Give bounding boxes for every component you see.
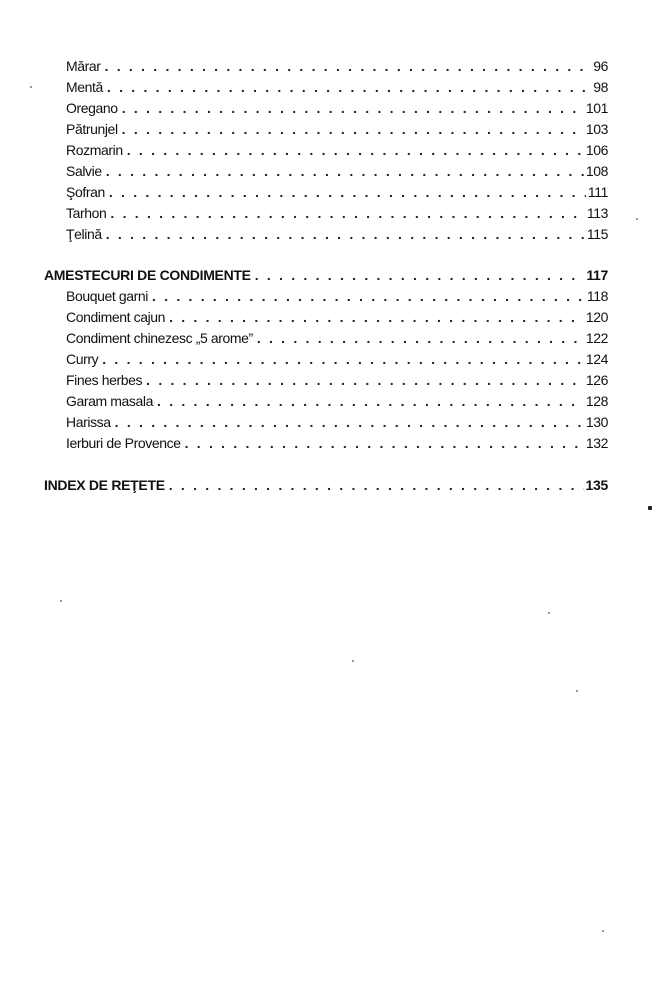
scan-speck [60, 600, 62, 602]
toc-entry-condiment-cajun[interactable] [44, 309, 608, 330]
dot-leader [255, 267, 585, 283]
toc-entry-page: 132 [585, 435, 608, 451]
toc-entry-salvie[interactable] [44, 163, 608, 184]
toc-entry-page: 113 [586, 205, 608, 221]
toc-entry-page: 126 [585, 372, 608, 388]
toc-entry-page: 103 [585, 121, 608, 137]
toc-entry-sofran[interactable] [44, 184, 608, 205]
toc-entry-title: Şofran [66, 184, 105, 200]
dot-leader [146, 372, 584, 388]
dot-leader [257, 330, 584, 346]
toc-entry-tarhon[interactable] [44, 205, 608, 226]
toc-entry-title: Curry [66, 351, 99, 367]
toc-entry-page: 120 [585, 309, 608, 325]
toc-entry-page: 106 [585, 142, 608, 158]
dot-leader [109, 184, 586, 200]
dot-leader [105, 58, 592, 74]
toc-entry-title: Fines herbes [66, 372, 143, 388]
toc-entry-harissa[interactable] [44, 414, 608, 435]
toc-entry-telina[interactable] [44, 226, 608, 247]
toc-entry-marar[interactable] [44, 58, 608, 79]
toc-entry-page: 130 [585, 414, 608, 430]
toc-entry-title: Oregano [66, 100, 118, 116]
toc-entry-title: Harissa [66, 414, 111, 430]
section-spacer [44, 247, 608, 267]
toc-entry-title: Rozmarin [66, 142, 123, 158]
toc-entry-oregano[interactable] [44, 100, 608, 121]
dot-leader [157, 393, 584, 409]
dot-leader [107, 79, 591, 95]
toc-entry-fines-herbes[interactable] [44, 372, 608, 393]
toc-entry-page: 96 [593, 58, 608, 74]
scan-speck [636, 218, 638, 220]
toc-entry-page: 124 [585, 351, 608, 367]
toc-entry-condiment-chinezesc[interactable] [44, 330, 608, 351]
toc-entry-title: Mărar [66, 58, 101, 74]
toc-entry-title: Pătrunjel [66, 121, 118, 137]
scan-speck [352, 660, 354, 662]
dot-leader [122, 121, 584, 137]
toc-entry-page: 101 [585, 100, 608, 116]
dot-leader [169, 309, 584, 325]
toc-section-title: AMESTECURI DE CONDIMENTE [44, 267, 251, 283]
toc-entry-page: 111 [587, 184, 608, 200]
toc-entry-page: 108 [585, 163, 608, 179]
scan-speck [576, 690, 578, 692]
dot-leader [106, 226, 585, 242]
toc-entry-title: Garam masala [66, 393, 154, 409]
toc-section-title: INDEX DE REŢETE [44, 477, 165, 493]
dot-leader [127, 142, 584, 158]
toc-entry-title: Condiment chinezesc „5 arome” [66, 330, 253, 346]
toc-entry-title: Ierburi de Provence [66, 435, 181, 451]
dot-leader [102, 351, 584, 367]
toc-entry-ierburi-de-provence[interactable] [44, 435, 608, 456]
table-of-contents [44, 58, 608, 498]
dot-leader [122, 100, 584, 116]
section-spacer [44, 456, 608, 477]
scan-speck [548, 612, 550, 614]
toc-entry-rozmarin[interactable] [44, 142, 608, 163]
toc-entry-bouquet-garni[interactable] [44, 288, 608, 309]
toc-entry-title: Mentă [66, 79, 103, 95]
toc-entry-title: Ţelină [66, 226, 102, 242]
toc-section-page: 117 [586, 267, 608, 283]
scan-speck [602, 930, 604, 932]
toc-entry-title: Salvie [66, 163, 102, 179]
toc-entry-garam-masala[interactable] [44, 393, 608, 414]
scan-speck [648, 506, 652, 510]
toc-entry-title: Condiment cajun [66, 309, 166, 325]
dot-leader [106, 163, 584, 179]
toc-entry-menta[interactable] [44, 79, 608, 100]
toc-entry-page: 128 [585, 393, 608, 409]
toc-section-amestecuri[interactable] [44, 267, 608, 288]
dot-leader [115, 414, 584, 430]
toc-section-page: 135 [585, 477, 608, 493]
toc-entry-title: Tarhon [66, 205, 107, 221]
toc-entry-page: 122 [585, 330, 608, 346]
toc-entry-patrunjel[interactable] [44, 121, 608, 142]
toc-entry-title: Bouquet garni [66, 288, 148, 304]
toc-entry-page: 115 [586, 226, 608, 242]
dot-leader [169, 477, 584, 493]
scan-speck [30, 86, 32, 88]
toc-entry-curry[interactable] [44, 351, 608, 372]
toc-entry-page: 98 [593, 79, 608, 95]
toc-section-index-de-retete[interactable] [44, 477, 608, 498]
toc-entry-page: 118 [586, 288, 608, 304]
dot-leader [110, 205, 584, 221]
dot-leader [185, 435, 584, 451]
dot-leader [152, 288, 585, 304]
